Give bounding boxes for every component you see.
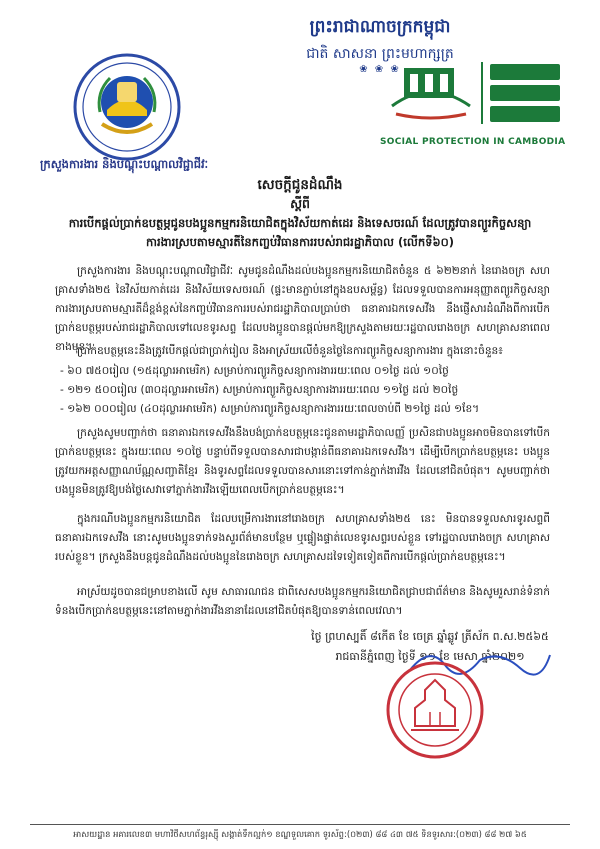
- payment-item: - ១៦២ ០០០រៀល (៤០ដុល្លារអាមេរិក) សម្រាប់ការព្យួរកិច្ចសន្យាការងាររយៈពេលចាប់ពី ២១ថ្ងៃ ដល់ ១ខែ។: [60, 400, 540, 419]
- lunar-date: ថ្ងៃ ព្រហស្បតិ៍ ៨កើត ខែ ចេត្រ ឆ្នាំឆ្លូវ ត្រីស័ក ព.ស.២៥៦៥: [311, 630, 549, 643]
- subject-label: ស្តីពី: [290, 196, 310, 211]
- footer-address: អាសយដ្ឋាន អគារលេខ៣ មហាវិថីសហព័ន្ធរុស្ស៊ី សង្កាត់ទឹកល្អក់១ ខណ្ឌទួលគោក ទូរស័ព្ទ:(០២៣) ៨៨ ៤៣ ៧៥ ទិនទូរសារ:(០២៣) ៨៨ ២៧ ៦៥: [73, 829, 527, 839]
- payment-list: [60, 362, 540, 419]
- paragraph-closing: អាស្រ័យដូចបានជម្រាបខាងលើ សូម សាធារណជន ជាពិសេសបងប្អូនកម្មករនិយោជិតជ្រាបជាព័ត៌មាន និងសូមរួសរាន់ទំនាក់ទំនងបើកប្រាក់ឧបត្ថម្ភនេះនៅតាមភ្នាក់ងារវីងនានាដែលនៅជិតបំផុតឱ្យបានទាន់ពេលវេលា។: [55, 586, 550, 617]
- national-motto: ជាតិ សាសនា ព្រះមហាក្សត្រ: [306, 46, 454, 62]
- payment-item: - ១២១ ៥០០រៀល (៣០ដុល្លារអាមេរិក) សម្រាប់ការព្យួរកិច្ចសន្យាការងាររយៈពេល ១១ថ្ងៃ ដល់ ២០ថ្ងៃ: [60, 381, 540, 400]
- paragraph-payment-intro: ប្រាក់ឧបត្ថម្ភនេះនឹងត្រូវបើកផ្តល់ជាប្រាក់រៀល និងអាស្រ័យលើចំនួនថ្ងៃនៃការព្យួរកិច្ចសន្យាការងារ ក្នុងនោះចំនួន៖: [77, 345, 503, 357]
- ministry-name: ក្រសួងការងារ និងបណ្តុះបណ្តាលវិជ្ជាជីវៈ: [40, 157, 209, 171]
- footer-divider: [30, 824, 570, 825]
- social-protection-logo-icon: [390, 58, 570, 128]
- solar-date: រាជធានីភ្នំពេញ ថ្ងៃទី ១១ ខែ មេសា ឆ្នាំ២០២១: [335, 650, 525, 663]
- paragraph-no-sms: ក្នុងករណីបងប្អូនកម្មករនិយោជិត ដែលបម្រើការងារនៅរោងចក្រ សហគ្រាសទាំង២៥ នេះ មិនបានទទួលសារទូរសព្ទពីធនាគារឯកទេសវីង នោះសូមបងប្អូនទាក់ទងសួរព័ត៌មានបន្ថែម ឬផ្ទៀងផ្ទាត់លេខទូរសព្ទរបស់ខ្លួន ទៅរដ្ឋបាលរោងចក្រ សហគ្រាសរបស់ខ្លួន។ ក្រសួងនឹងបន្តជូនដំណឹងដល់បងប្អូននៃរោងចក្រ សហគ្រាសដទៃទៀតទៀតពីការបើកផ្តល់ប្រាក់ឧបត្ថម្ភនេះ។: [55, 513, 550, 563]
- document-subject: ការបើកផ្តល់ប្រាក់ឧបត្ថម្ភជូនបងប្អូនកម្មករនិយោជិតក្នុងវិស័យកាត់ដេរ និងទេសចរណ៍ ដែលត្រូវបានព្យួរកិច្ចសន្យាការងារស្របតាមស្មារតីនៃកញ្ចប់វិធានការរបស់រាជរដ្ឋាភិបាល (លើកទី៦០): [68, 216, 532, 249]
- kingdom-heading: ព្រះរាជាណាចក្រកម្ពុជា: [309, 17, 451, 37]
- paragraph-wing-instructions: ក្រសួងសូមបញ្ជាក់ថា ធនាគារឯកទេសវីងនឹងបង់ប្រាក់ឧបត្ថម្ភនេះជូនតាមរដ្ឋាភិបាលញ្ញ័ ប្រសិនជាបងប្អូនអាចមិនបានទៅបើកប្រាក់ឧបត្ថម្ភនេះ ក្នុងរយៈពេល ១០ថ្ងៃ បន្ទាប់ពីទទួលបានសារជាបង្កាន់ពីធនាគារឯកទេសវីង។ ដើម្បីបើកប្រាក់ឧបត្ថម្ភនេះ បងប្អូនត្រូវយកអត្តសញ្ញាណប័ណ្ណសញ្ជាតិខ្មែរ និងទូរសព្ទដែលទទួលបានសារនោះទៅកាន់ភ្នាក់ងារវីង ដែលនៅជិតបំផុត។ សូមបញ្ជាក់ថា បងប្អូនមិនត្រូវឱ្យបង់ថ្លៃសេវាទៅភ្នាក់ងារវីងឡើយពេលបើកប្រាក់ឧបត្ថម្ភនេះ។: [55, 427, 550, 496]
- paragraph-announcement: ក្រសួងការងារ និងបណ្តុះបណ្តាលវិជ្ជាជីវៈ សូមជូនដំណឹងដល់បងប្អូនកម្មករនិយោជិតចំនួន ៥ ៦២២នាក់ នៃរោងចក្រ សហគ្រាសទាំង២៥ នៃវិស័យកាត់ដេរ និងវិស័យទេសចរណ៍ (ផ្ទះមានភ្ជាប់នៅក្នុងឧបសម្ព័ន្ធ) ដែលទទួលបានការអនុញ្ញាតព្យួរកិច្ចសន្យាការងារស្របតាមស្មារតីដ៏ខ្ពង់ខ្ពស់នៃកញ្ចប់វិធានការរបស់រាជរដ្ឋាភិបាលប្រាប់ថា ធនាគារឯកទេសវីង នឹងផ្ញើសារដំណឹងពីការបើកប្រាក់ឧបត្ថម្ភរបស់រាជរដ្ឋាភិបាលទៅលេខទូរសព្ទ ដែលបងប្អូនបានផ្តល់មកឱ្យក្រសួងតាមរយៈរដ្ឋបាលរោងចក្រ សហគ្រាសនាពេលខាងមុខ។: [55, 265, 550, 353]
- official-seal-icon: [385, 660, 485, 760]
- payment-item: - ៦០ ៧៥០រៀល (១៥ដុល្លារអាមេរិក) សម្រាប់ការព្យួរកិច្ចសន្យាការងាររយៈពេល ០១ថ្ងៃ ដល់ ១០ថ្ងៃ: [60, 362, 540, 381]
- heading-ornament: ❀ ❀ ❀: [359, 64, 401, 75]
- social-protection-caption: SOCIAL PROTECTION IN CAMBODIA: [380, 137, 566, 147]
- ministry-logo-icon: [72, 52, 182, 162]
- document-title: សេចក្តីជូនដំណឹង: [257, 177, 343, 193]
